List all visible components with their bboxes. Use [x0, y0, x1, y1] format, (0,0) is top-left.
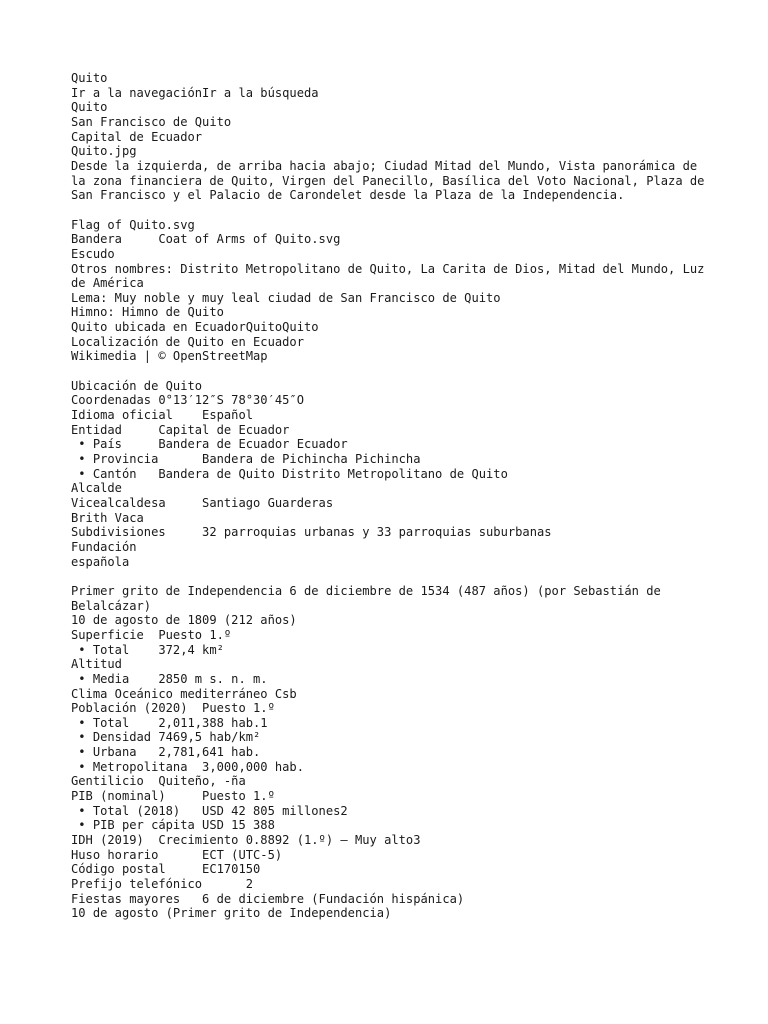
- location-map-label: Quito ubicada en EcuadorQuitoQuito: [71, 320, 319, 335]
- population-density: • Densidad 7469,5 hab/km²: [71, 730, 261, 745]
- independence-date: 10 de agosto de 1809 (212 años): [71, 613, 297, 628]
- population-metro: • Metropolitana 3,000,000 hab.: [71, 759, 304, 774]
- other-names: Otros nombres: Distrito Metropolitano de Quito, La Carita de Dios, Mitad del Mundo, Luz de América: [71, 261, 712, 291]
- province: • Provincia Bandera de Pichincha Pichincha: [71, 452, 421, 467]
- foundation-type: española: [71, 554, 130, 569]
- official-language: Idioma oficial Español: [71, 408, 254, 423]
- altitude-label: Altitud: [71, 657, 122, 672]
- population-urban: • Urbana 2,781,641 hab.: [71, 745, 261, 760]
- climate: Clima Oceánico mediterráneo Csb: [71, 686, 297, 701]
- postal-code: Código postal EC170150: [71, 862, 261, 877]
- flag-coat-row: Bandera Coat of Arms of Quito.svg: [71, 232, 341, 247]
- vice-mayor: Vicealcaldesa Santiago Guarderas: [71, 496, 334, 510]
- gdp-total: • Total (2018) USD 42 805 millones2: [71, 803, 348, 818]
- motto: Lema: Muy noble y muy leal ciudad de San Francisco de Quito: [71, 290, 501, 305]
- document-body: [71, 71, 711, 921]
- anthem: Himno: Himno de Quito: [71, 305, 224, 320]
- altitude-mean: • Media 2850 m s. n. m.: [71, 671, 268, 686]
- area-total: • Total 372,4 km²: [71, 642, 224, 657]
- phone-prefix: Prefijo telefónico 2: [71, 877, 254, 892]
- canton: • Cantón Bandera de Quito Distrito Metropolitano de Quito: [71, 466, 508, 481]
- foundation-label: Fundación: [71, 539, 137, 554]
- main-festivities: Fiestas mayores 6 de diciembre (Fundación hispánica): [71, 891, 465, 906]
- page-title: Quito: [71, 71, 108, 85]
- vice-mayor-name: Brith Vaca: [71, 510, 144, 525]
- country: • País Bandera de Ecuador Ecuador: [71, 437, 348, 452]
- capital-subtitle: Capital de Ecuador: [71, 129, 203, 144]
- flag-image-filename[interactable]: Flag of Quito.svg: [71, 217, 195, 232]
- blank-line: [71, 569, 711, 584]
- hdi: IDH (2019) Crecimiento 0.8892 (1.º) – Muy alto3: [71, 833, 421, 848]
- blank-line: [71, 203, 711, 218]
- map-attribution[interactable]: Wikimedia | © OpenStreetMap: [71, 349, 268, 364]
- festivity-independence: 10 de agosto (Primer grito de Independencia): [71, 906, 392, 921]
- coat-label: Escudo: [71, 246, 115, 261]
- infobox-title: Quito: [71, 100, 108, 115]
- mayor-label: Alcalde: [71, 481, 122, 496]
- gdp-per-capita: • PIB per cápita USD 15 388: [71, 818, 275, 833]
- official-name: San Francisco de Quito: [71, 114, 232, 129]
- independence-foundation: Primer grito de Independencia 6 de diciembre de 1534 (487 años) (por Sebastián de Belalcázar): [71, 583, 669, 613]
- main-image-filename[interactable]: Quito.jpg: [71, 144, 137, 159]
- population-total: • Total 2,011,388 hab.1: [71, 715, 268, 730]
- demonym: Gentilicio Quiteño, -ña: [71, 774, 246, 789]
- population-rank: Población (2020) Puesto 1.º: [71, 701, 275, 716]
- image-caption: Desde la izquierda, de arriba hacia abajo; Ciudad Mitad del Mundo, Vista panorámica de la zona financiera de Quito, Virgen del Panecillo, Basílica del Voto Nacional, Plaza de San Francisco y el Palacio de Carondelet desde la Plaza de la Independencia.: [71, 158, 712, 203]
- entity: Entidad Capital de Ecuador: [71, 422, 290, 437]
- blank-line: [71, 364, 711, 379]
- skip-links[interactable]: Ir a la navegaciónIr a la búsqueda: [71, 85, 319, 100]
- gdp-rank: PIB (nominal) Puesto 1.º: [71, 789, 275, 804]
- time-zone: Huso horario ECT (UTC-5): [71, 847, 283, 862]
- area-rank: Superficie Puesto 1.º: [71, 627, 232, 642]
- coordinates: Coordenadas 0°13′12″S 78°30′45″O: [71, 393, 304, 408]
- location-caption: Localización de Quito en Ecuador: [71, 334, 304, 349]
- location-heading: Ubicación de Quito: [71, 378, 203, 393]
- subdivisions: Subdivisiones 32 parroquias urbanas y 33 parroquias suburbanas: [71, 525, 552, 540]
